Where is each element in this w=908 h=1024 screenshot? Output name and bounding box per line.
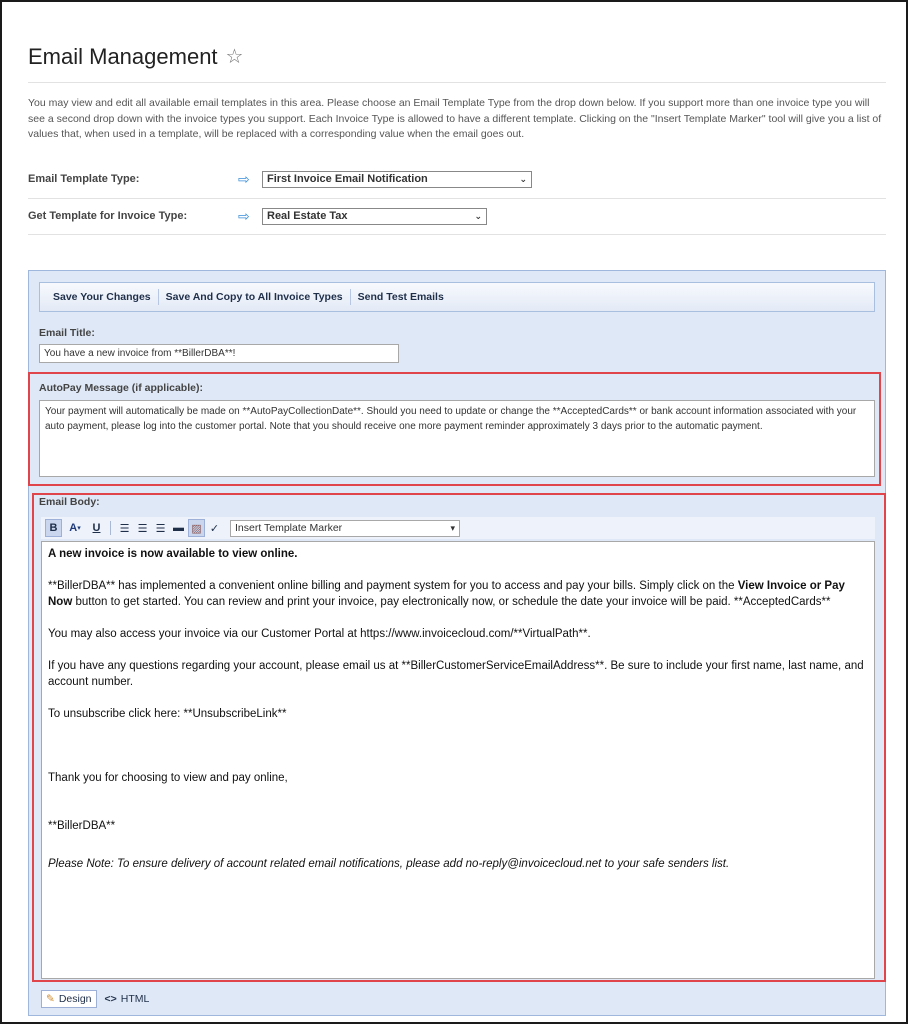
align-justify-icon[interactable]: ▬ bbox=[173, 522, 184, 534]
design-mode-label: Design bbox=[58, 993, 92, 1005]
email-body-label: Email Body: bbox=[39, 496, 100, 508]
body-paragraph: You may also access your invoice via our Customer Portal at https://www.invoicecloud.com/**VirtualPath**. bbox=[48, 628, 591, 640]
body-paragraph: Thank you for choosing to view and pay online, bbox=[48, 772, 288, 784]
invoice-type-select[interactable] bbox=[262, 208, 487, 225]
design-mode-tab[interactable] bbox=[41, 990, 97, 1008]
body-text: button to get started. You can review and print your invoice, pay electronically now, or schedule the date your invoice will be paid. **AcceptedCards** bbox=[72, 596, 831, 608]
email-body-editor[interactable] bbox=[41, 541, 875, 979]
align-center-icon[interactable]: ☰ bbox=[137, 522, 148, 535]
html-mode-label: HTML bbox=[120, 993, 150, 1005]
chevron-down-icon: ⌄ bbox=[519, 173, 527, 184]
autopay-label: AutoPay Message (if applicable): bbox=[39, 382, 203, 394]
email-title-input[interactable]: You have a new invoice from **BillerDBA**! bbox=[39, 344, 399, 363]
email-title-label: Email Title: bbox=[39, 327, 95, 339]
code-icon: <> bbox=[104, 993, 117, 1005]
body-text: **BillerDBA** has implemented a convenient online billing and payment system for you to access and pay your bills. Simply click on the bbox=[48, 580, 738, 592]
save-button[interactable]: Save Your Changes bbox=[53, 291, 151, 303]
toolbar-separator bbox=[110, 521, 111, 535]
intro-text: You may view and edit all available email templates in this area. Please choose an Email Template Type from the drop down below. If you support more than one invoice type you will see a second drop down with the invoice types you support. Each Invoice Type is allowed to have a different template. Clicking on the "Insert Template Marker" tool will give you a list of values that, when used in a template, will be replaced with a corresponding value when the email goes out. bbox=[28, 97, 882, 140]
divider bbox=[28, 198, 886, 199]
invoice-type-value: Real Estate Tax bbox=[267, 210, 348, 222]
send-test-emails-button[interactable]: Send Test Emails bbox=[357, 291, 444, 303]
invoice-type-label: Get Template for Invoice Type: bbox=[28, 210, 188, 222]
editor-mode-tabs bbox=[41, 989, 153, 1009]
template-editor-panel bbox=[28, 270, 886, 1016]
template-type-select[interactable] bbox=[262, 171, 532, 188]
spellcheck-icon[interactable]: ✓ bbox=[209, 522, 220, 535]
divider bbox=[28, 82, 886, 83]
page-title: Email Management bbox=[28, 44, 218, 69]
bold-icon[interactable]: B bbox=[45, 519, 62, 537]
body-strong: View Invoice or Pay Now bbox=[48, 580, 845, 608]
star-icon[interactable]: ☆ bbox=[225, 46, 244, 68]
rich-text-toolbar bbox=[41, 517, 875, 539]
body-note: Please Note: To ensure delivery of account related email notifications, please add no-reply@invoicecloud.net to your safe senders list. bbox=[48, 858, 730, 870]
arrow-right-icon: ⇨ bbox=[238, 208, 250, 224]
body-paragraph: If you have any questions regarding your account, please email us at **BillerCustomerServiceEmailAddress**. Be sure to include your first name, last name, and account number. bbox=[48, 660, 864, 688]
page-header bbox=[28, 42, 243, 72]
insert-template-marker-select[interactable] bbox=[230, 520, 460, 537]
save-copy-all-button[interactable]: Save And Copy to All Invoice Types bbox=[165, 291, 343, 303]
underline-icon[interactable]: U bbox=[92, 522, 101, 534]
template-type-label: Email Template Type: bbox=[28, 173, 140, 185]
clear-format-icon[interactable]: ▨ bbox=[188, 519, 205, 537]
marker-select-value: Insert Template Marker bbox=[235, 522, 343, 534]
caret-down-icon: ▾ bbox=[450, 522, 455, 533]
arrow-right-icon: ⇨ bbox=[238, 171, 250, 187]
template-type-row bbox=[28, 168, 532, 190]
html-mode-tab[interactable] bbox=[101, 990, 154, 1008]
chevron-down-icon: ⌄ bbox=[474, 210, 482, 221]
body-paragraph: **BillerDBA** bbox=[48, 820, 116, 832]
align-right-icon[interactable]: ☰ bbox=[155, 522, 166, 535]
body-paragraph: To unsubscribe click here: **UnsubscribeLink** bbox=[48, 708, 287, 720]
align-left-icon[interactable]: ☰ bbox=[119, 522, 130, 535]
body-heading: A new invoice is now available to view online. bbox=[48, 548, 298, 560]
invoice-type-row bbox=[28, 205, 487, 227]
template-type-value: First Invoice Email Notification bbox=[267, 173, 428, 185]
autopay-textarea[interactable]: Your payment will automatically be made on **AutoPayCollectionDate**. Should you need to update or change the **AcceptedCards** or bank account information associated with your auto payment, please log into the customer portal. Note that you should receive one more payment reminder approximately 3 days prior to the automatic payment. bbox=[39, 400, 875, 477]
pencil-icon: ✎ bbox=[46, 993, 55, 1005]
font-color-icon[interactable]: A ▾ bbox=[69, 522, 81, 534]
body-paragraph bbox=[48, 578, 868, 610]
action-toolbar bbox=[39, 282, 875, 312]
divider bbox=[28, 234, 886, 235]
